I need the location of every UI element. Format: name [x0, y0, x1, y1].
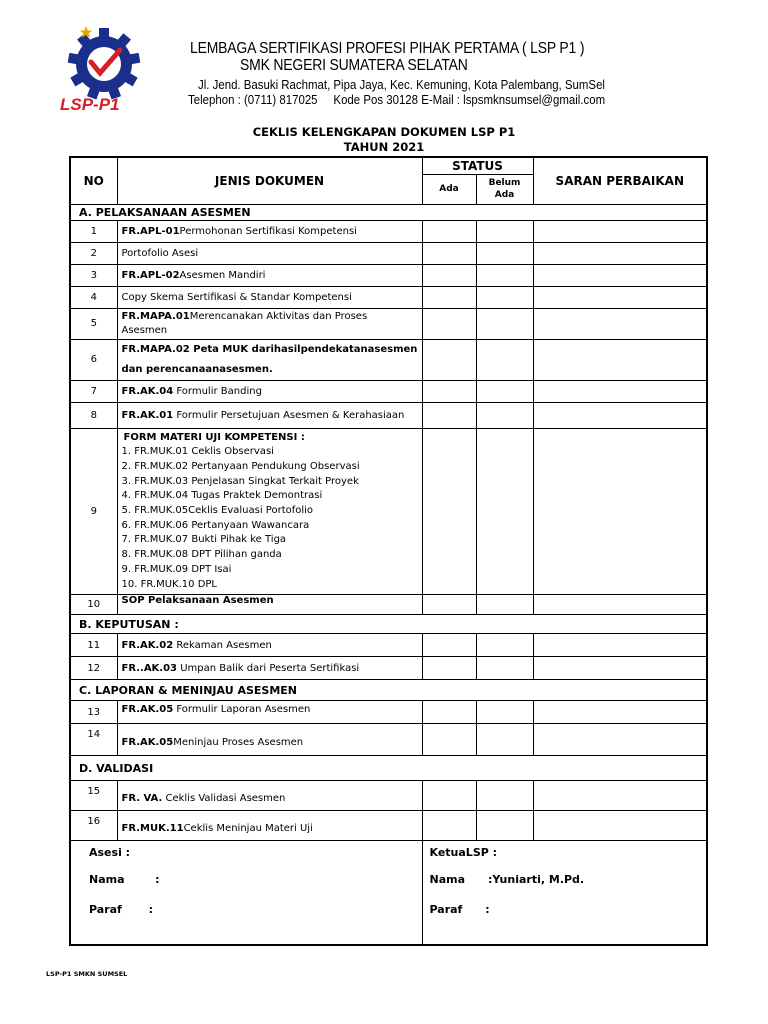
belum-ada-checkbox-cell[interactable] — [476, 781, 533, 811]
document-name: FR.AK.02 Rekaman Asesmen — [117, 634, 422, 657]
ada-checkbox-cell[interactable] — [422, 308, 476, 339]
document-name: FR. VA. Ceklis Validasi Asesmen — [117, 781, 422, 811]
lsp-p1-logo — [56, 24, 176, 116]
document-name: FR..AK.03 Umpan Balik dari Peserta Sertifikasi — [117, 657, 422, 680]
section-b: B. KEPUTUSAN : — [70, 615, 707, 634]
list-item: 1. FR.MUK.01 Ceklis Observasi — [121, 446, 274, 458]
table-row — [70, 380, 707, 402]
belum-ada-checkbox-cell[interactable] — [476, 380, 533, 402]
saran-cell[interactable] — [533, 724, 707, 756]
ada-checkbox-cell[interactable] — [422, 380, 476, 402]
ada-checkbox-cell[interactable] — [422, 286, 476, 308]
document-name: FR.APL-01Permohonan Sertifikasi Kompetensi — [117, 220, 422, 242]
list-item: 3. FR.MUK.03 Penjelasan Singkat Terkait Proyek — [121, 475, 359, 487]
row-number: 6 — [70, 339, 117, 380]
saran-cell[interactable] — [533, 308, 707, 339]
saran-cell[interactable] — [533, 264, 707, 286]
belum-ada-checkbox-cell[interactable] — [476, 595, 533, 615]
row-number: 1 — [70, 220, 117, 242]
table-row — [70, 220, 707, 242]
saran-cell[interactable] — [533, 701, 707, 724]
belum-ada-checkbox-cell[interactable] — [476, 242, 533, 264]
document-name: FR.AK.05Meninjau Proses Asesmen — [117, 724, 422, 756]
col-belum-ada: Belum Ada — [476, 174, 533, 204]
document-name: FR.MUK.11Ceklis Meninjau Materi Uji — [117, 811, 422, 841]
table-row — [70, 286, 707, 308]
table-row — [70, 634, 707, 657]
table-row — [70, 339, 707, 380]
ketua-lsp-label: KetuaLSP : — [422, 841, 707, 865]
document-name: SOP Pelaksanaan Asesmen — [117, 595, 422, 615]
row-number: 12 — [70, 657, 117, 680]
list-item: 7. FR.MUK.07 Bukti Pihak ke Tiga — [121, 534, 287, 546]
year-line: TAHUN 2021 — [343, 140, 425, 154]
ketua-nama: Nama :Yuniarti, M.Pd. — [422, 865, 707, 895]
saran-cell[interactable] — [533, 220, 707, 242]
saran-cell[interactable] — [533, 242, 707, 264]
list-item: 8. FR.MUK.08 DPT Pilihan ganda — [121, 549, 282, 561]
asesi-paraf[interactable]: Paraf : — [89, 902, 154, 916]
logo-text: LSP-P1 — [60, 95, 120, 114]
ada-checkbox-cell[interactable] — [422, 339, 476, 380]
table-row — [70, 657, 707, 680]
table-row — [70, 402, 707, 428]
row-number: 14 — [70, 724, 117, 756]
ada-checkbox-cell[interactable] — [422, 402, 476, 428]
section-a: A. PELAKSANAAN ASESMEN — [70, 204, 707, 220]
document-title — [0, 125, 768, 155]
ada-checkbox-cell[interactable] — [422, 220, 476, 242]
belum-ada-checkbox-cell[interactable] — [476, 657, 533, 680]
row-number: 2 — [70, 242, 117, 264]
list-item: 10. FR.MUK.10 DPL — [121, 578, 217, 590]
ada-checkbox-cell[interactable] — [422, 657, 476, 680]
checklist-table — [69, 156, 708, 946]
document-name: Portofolio Asesi — [117, 242, 422, 264]
list-item: 9. FR.MUK.09 DPT Isai — [121, 563, 232, 575]
col-saran-perbaikan: SARAN PERBAIKAN — [533, 157, 707, 204]
saran-cell[interactable] — [533, 595, 707, 615]
document-name: FR.AK.01 Formulir Persetujuan Asesmen & Kerahasiaan — [117, 402, 422, 428]
document-name: FR.APL-02Asesmen Mandiri — [117, 264, 422, 286]
saran-cell[interactable] — [533, 781, 707, 811]
address: Jl. Jend. Basuki Rachmat, Pipa Jaya, Kec. Kemuning, Kota Palembang, SumSel — [198, 77, 605, 92]
row-number: 5 — [70, 308, 117, 339]
row-number: 4 — [70, 286, 117, 308]
belum-ada-checkbox-cell[interactable] — [476, 701, 533, 724]
ada-checkbox-cell[interactable] — [422, 634, 476, 657]
title-line: CEKLIS KELENGKAPAN DOKUMEN LSP P1 — [252, 125, 516, 139]
form-muk-heading: FORM MATERI UJI KOMPETENSI : — [123, 431, 305, 443]
ada-checkbox-cell[interactable] — [422, 428, 476, 595]
saran-cell[interactable] — [533, 339, 707, 380]
document-name: FR.MAPA.02 Peta MUK darihasilpendekatanasesmen dan perencanaanasesmen. — [117, 339, 422, 380]
col-status: STATUS — [422, 157, 533, 174]
belum-ada-checkbox-cell[interactable] — [476, 428, 533, 595]
document-name: FR.AK.04 Formulir Banding — [117, 380, 422, 402]
table-row — [70, 811, 707, 841]
table-row — [70, 595, 707, 615]
ketua-paraf[interactable]: Paraf : — [422, 895, 707, 945]
school-name: SMK NEGERI SUMATERA SELATAN — [240, 57, 468, 74]
table-row — [70, 701, 707, 724]
table-row — [70, 428, 707, 595]
saran-cell[interactable] — [533, 402, 707, 428]
ada-checkbox-cell[interactable] — [422, 781, 476, 811]
belum-ada-checkbox-cell[interactable] — [476, 811, 533, 841]
row-number: 10 — [70, 595, 117, 615]
col-jenis-dokumen: JENIS DOKUMEN — [117, 157, 422, 204]
document-name: FR.AK.05 Formulir Laporan Asesmen — [117, 701, 422, 724]
table-row — [70, 264, 707, 286]
table-row — [70, 242, 707, 264]
belum-ada-checkbox-cell[interactable] — [476, 308, 533, 339]
row-number: 15 — [70, 781, 117, 811]
document-name: FR.MAPA.01Merencanakan Aktivitas dan Proses Asesmen — [117, 308, 422, 339]
belum-ada-checkbox-cell[interactable] — [476, 286, 533, 308]
list-item: 6. FR.MUK.06 Pertanyaan Wawancara — [121, 519, 310, 531]
org-name: LEMBAGA SERTIFIKASI PROFESI PIHAK PERTAMA ( LSP P1 ) — [190, 40, 585, 57]
document-name: Copy Skema Sertifikasi & Standar Kompetensi — [117, 286, 422, 308]
col-no: NO — [70, 157, 117, 204]
row-number: 9 — [70, 428, 117, 595]
list-item: 2. FR.MUK.02 Pertanyaan Pendukung Observasi — [121, 460, 360, 472]
contact-line: Telephon : (0711) 817025 Kode Pos 30128 E-Mail : lspsmknsumsel@gmail.com — [188, 92, 606, 107]
col-ada: Ada — [422, 174, 476, 204]
ada-checkbox-cell[interactable] — [422, 595, 476, 615]
asesi-nama[interactable]: Nama : — [89, 873, 160, 887]
section-c: C. LAPORAN & MENINJAU ASESMEN — [70, 680, 707, 701]
ada-checkbox-cell[interactable] — [422, 242, 476, 264]
table-row — [70, 308, 707, 339]
saran-cell[interactable] — [533, 428, 707, 595]
row-number: 11 — [70, 634, 117, 657]
saran-cell[interactable] — [533, 657, 707, 680]
footer-text: LSP-P1 SMKN SUMSEL — [46, 970, 128, 978]
document-name — [117, 428, 422, 595]
belum-ada-checkbox-cell[interactable] — [476, 634, 533, 657]
belum-ada-checkbox-cell[interactable] — [476, 339, 533, 380]
saran-cell[interactable] — [533, 286, 707, 308]
row-number: 16 — [70, 811, 117, 841]
row-number: 3 — [70, 264, 117, 286]
saran-cell[interactable] — [533, 634, 707, 657]
table-row — [70, 724, 707, 756]
saran-cell[interactable] — [533, 380, 707, 402]
ada-checkbox-cell[interactable] — [422, 724, 476, 756]
asesi-label: Asesi : — [70, 841, 422, 865]
list-item: 5. FR.MUK.05Ceklis Evaluasi Portofolio — [121, 505, 314, 517]
ada-checkbox-cell[interactable] — [422, 701, 476, 724]
belum-ada-checkbox-cell[interactable] — [476, 402, 533, 428]
ada-checkbox-cell[interactable] — [422, 264, 476, 286]
row-number: 7 — [70, 380, 117, 402]
belum-ada-checkbox-cell[interactable] — [476, 264, 533, 286]
row-number: 13 — [70, 701, 117, 724]
section-d: D. VALIDASI — [70, 756, 707, 781]
list-item: 4. FR.MUK.04 Tugas Praktek Demontrasi — [121, 490, 323, 502]
saran-cell[interactable] — [533, 811, 707, 841]
table-row — [70, 781, 707, 811]
belum-ada-checkbox-cell[interactable] — [476, 220, 533, 242]
row-number: 8 — [70, 402, 117, 428]
ada-checkbox-cell[interactable] — [422, 811, 476, 841]
belum-ada-checkbox-cell[interactable] — [476, 724, 533, 756]
